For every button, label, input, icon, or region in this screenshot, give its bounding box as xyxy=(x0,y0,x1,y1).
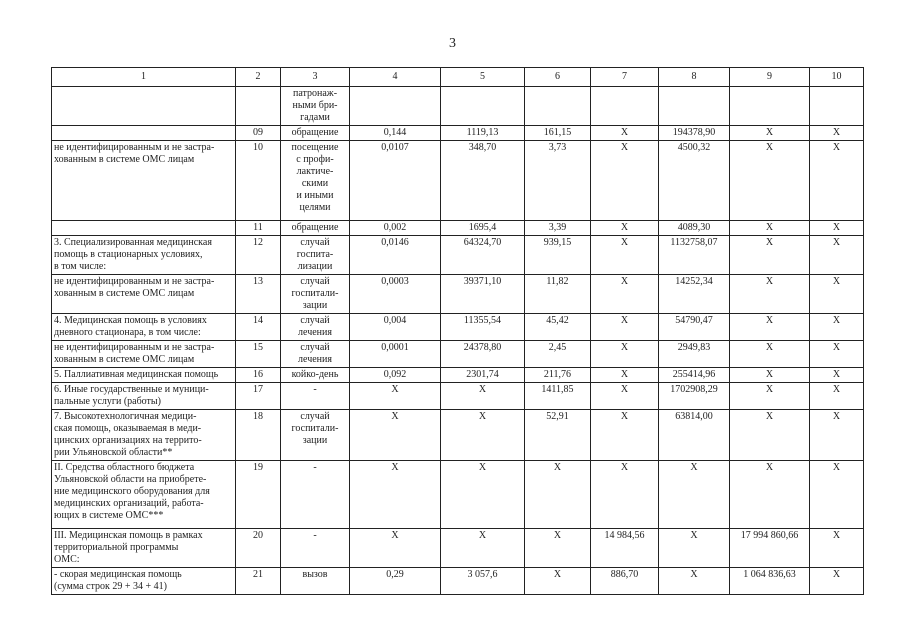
cell-col6: 939,15 xyxy=(525,236,591,275)
table-row xyxy=(52,368,864,383)
row-unit: - xyxy=(281,529,350,568)
cell-col9: Х xyxy=(730,126,810,141)
cell-col9: Х xyxy=(730,410,810,461)
cell-col5: 1119,13 xyxy=(441,126,525,141)
row-unit: случай госпитали- зации xyxy=(281,275,350,314)
row-unit: - xyxy=(281,461,350,529)
row-code: 13 xyxy=(236,275,281,314)
row-name: 4. Медицинская помощь в условиях дневного стационара, в том числе: xyxy=(52,314,236,341)
column-number: 7 xyxy=(591,68,659,87)
row-unit: патронаж- ными бри- гадами xyxy=(281,87,350,126)
cell-col4: 0,0107 xyxy=(350,141,441,221)
row-name xyxy=(52,87,236,126)
table-row xyxy=(52,141,864,221)
cell-col5: 39371,10 xyxy=(441,275,525,314)
cell-col7: Х xyxy=(591,410,659,461)
cell-col10: Х xyxy=(810,529,864,568)
cell-col5: Х xyxy=(441,529,525,568)
cell-col9: Х xyxy=(730,461,810,529)
table-row xyxy=(52,383,864,410)
cell-col10: Х xyxy=(810,275,864,314)
cell-col5: 64324,70 xyxy=(441,236,525,275)
cell-col10: Х xyxy=(810,314,864,341)
cell-col8: 54790,47 xyxy=(659,314,730,341)
cell-col7: Х xyxy=(591,126,659,141)
row-code: 12 xyxy=(236,236,281,275)
cell-col7: Х xyxy=(591,368,659,383)
cell-col8: 14252,34 xyxy=(659,275,730,314)
cell-col5: 2301,74 xyxy=(441,368,525,383)
cell-col6: 3,73 xyxy=(525,141,591,221)
cell-col8: 4500,32 xyxy=(659,141,730,221)
cell-col4: 0,29 xyxy=(350,568,441,595)
cell-col9: Х xyxy=(730,221,810,236)
cell-col7: Х xyxy=(591,141,659,221)
column-number: 2 xyxy=(236,68,281,87)
cell-col8: Х xyxy=(659,529,730,568)
cell-col5: 11355,54 xyxy=(441,314,525,341)
cell-col7: Х xyxy=(591,461,659,529)
column-number: 1 xyxy=(52,68,236,87)
cell-col4: Х xyxy=(350,410,441,461)
cell-col8: Х xyxy=(659,568,730,595)
cell-col6: 11,82 xyxy=(525,275,591,314)
table-row xyxy=(52,461,864,529)
cell-col5: 348,70 xyxy=(441,141,525,221)
cell-col7: Х xyxy=(591,221,659,236)
cell-col5: Х xyxy=(441,410,525,461)
row-unit: - xyxy=(281,383,350,410)
row-name xyxy=(52,221,236,236)
cell-col4: Х xyxy=(350,529,441,568)
cell-col7: Х xyxy=(591,341,659,368)
cell-col6: 52,91 xyxy=(525,410,591,461)
cell-col7: 14 984,56 xyxy=(591,529,659,568)
table-row xyxy=(52,314,864,341)
row-code: 09 xyxy=(236,126,281,141)
table-row xyxy=(52,341,864,368)
cell-col10: Х xyxy=(810,126,864,141)
cell-col10: Х xyxy=(810,221,864,236)
cell-col4: 0,0003 xyxy=(350,275,441,314)
cell-col6: Х xyxy=(525,529,591,568)
cell-col7 xyxy=(591,87,659,126)
table-row xyxy=(52,221,864,236)
cell-col9: Х xyxy=(730,314,810,341)
cell-col10: Х xyxy=(810,341,864,368)
row-unit: вызов xyxy=(281,568,350,595)
cell-col6: 211,76 xyxy=(525,368,591,383)
row-unit: койко-день xyxy=(281,368,350,383)
row-name: не идентифицированным и не застра- хованным в системе ОМС лицам xyxy=(52,141,236,221)
cell-col8: 2949,83 xyxy=(659,341,730,368)
cell-col8: 4089,30 xyxy=(659,221,730,236)
cell-col4: 0,144 xyxy=(350,126,441,141)
cell-col8: 1702908,29 xyxy=(659,383,730,410)
cell-col10: Х xyxy=(810,568,864,595)
cell-col5 xyxy=(441,87,525,126)
table-row xyxy=(52,529,864,568)
row-name xyxy=(52,126,236,141)
cell-col6: Х xyxy=(525,461,591,529)
cell-col4: 0,002 xyxy=(350,221,441,236)
cell-col9: Х xyxy=(730,236,810,275)
table-row xyxy=(52,236,864,275)
cell-col9: 17 994 860,66 xyxy=(730,529,810,568)
cell-col8 xyxy=(659,87,730,126)
cell-col6: 3,39 xyxy=(525,221,591,236)
row-name: не идентифицированным и не застра- хованным в системе ОМС лицам xyxy=(52,341,236,368)
cell-col7: Х xyxy=(591,236,659,275)
table-row xyxy=(52,126,864,141)
cell-col9: Х xyxy=(730,383,810,410)
cell-col7: Х xyxy=(591,314,659,341)
cell-col5: 1695,4 xyxy=(441,221,525,236)
cell-col4: Х xyxy=(350,383,441,410)
cell-col8: 194378,90 xyxy=(659,126,730,141)
cell-col8: 1132758,07 xyxy=(659,236,730,275)
cell-col4: Х xyxy=(350,461,441,529)
cell-col10: Х xyxy=(810,410,864,461)
cell-col5: Х xyxy=(441,461,525,529)
cell-col4: 0,004 xyxy=(350,314,441,341)
table-row xyxy=(52,87,864,126)
table-row xyxy=(52,410,864,461)
cell-col9: Х xyxy=(730,141,810,221)
row-name: 3. Специализированная медицинская помощь в стационарных условиях, в том числе: xyxy=(52,236,236,275)
cell-col6 xyxy=(525,87,591,126)
column-number-row xyxy=(52,68,864,87)
cell-col6: 1411,85 xyxy=(525,383,591,410)
cell-col9: Х xyxy=(730,341,810,368)
cell-col8: 63814,00 xyxy=(659,410,730,461)
row-code: 21 xyxy=(236,568,281,595)
column-number: 10 xyxy=(810,68,864,87)
cell-col9: Х xyxy=(730,275,810,314)
row-unit: случай госпита- лизации xyxy=(281,236,350,275)
row-name: не идентифицированным и не застра- хованным в системе ОМС лицам xyxy=(52,275,236,314)
row-code: 17 xyxy=(236,383,281,410)
column-number: 3 xyxy=(281,68,350,87)
row-name: 5. Паллиативная медицинская помощь xyxy=(52,368,236,383)
cell-col9: Х xyxy=(730,368,810,383)
row-name: III. Медицинская помощь в рамках территориальной программы ОМС: xyxy=(52,529,236,568)
cell-col7: Х xyxy=(591,275,659,314)
cell-col7: Х xyxy=(591,383,659,410)
cell-col5: Х xyxy=(441,383,525,410)
cell-col10: Х xyxy=(810,383,864,410)
financing-table xyxy=(51,67,864,595)
cell-col4: 0,092 xyxy=(350,368,441,383)
cell-col5: 3 057,6 xyxy=(441,568,525,595)
row-name: 6. Иные государственные и муници- пальные услуги (работы) xyxy=(52,383,236,410)
column-number: 9 xyxy=(730,68,810,87)
row-code: 15 xyxy=(236,341,281,368)
cell-col6: 161,15 xyxy=(525,126,591,141)
cell-col10: Х xyxy=(810,368,864,383)
row-code: 11 xyxy=(236,221,281,236)
row-unit: случай госпитали- зации xyxy=(281,410,350,461)
cell-col4 xyxy=(350,87,441,126)
column-number: 4 xyxy=(350,68,441,87)
cell-col10: Х xyxy=(810,141,864,221)
cell-col5: 24378,80 xyxy=(441,341,525,368)
row-unit: случай лечения xyxy=(281,314,350,341)
cell-col7: 886,70 xyxy=(591,568,659,595)
cell-col8: 255414,96 xyxy=(659,368,730,383)
cell-col4: 0,0001 xyxy=(350,341,441,368)
row-unit: случай лечения xyxy=(281,341,350,368)
column-number: 5 xyxy=(441,68,525,87)
cell-col9: 1 064 836,63 xyxy=(730,568,810,595)
cell-col10: Х xyxy=(810,461,864,529)
column-number: 8 xyxy=(659,68,730,87)
row-unit: обращение xyxy=(281,221,350,236)
row-code: 16 xyxy=(236,368,281,383)
row-name: 7. Высокотехнологичная медици- ская помощь, оказываемая в меди- цинских организациях на террито- рии Ульяновской области** xyxy=(52,410,236,461)
cell-col6: 45,42 xyxy=(525,314,591,341)
table-row xyxy=(52,568,864,595)
row-code: 10 xyxy=(236,141,281,221)
page-number: 3 xyxy=(449,36,456,51)
row-code: 19 xyxy=(236,461,281,529)
row-unit: посещение с профи- лактиче- скими и иными целями xyxy=(281,141,350,221)
cell-col4: 0,0146 xyxy=(350,236,441,275)
cell-col6: 2,45 xyxy=(525,341,591,368)
column-number: 6 xyxy=(525,68,591,87)
row-unit: обращение xyxy=(281,126,350,141)
table-row xyxy=(52,275,864,314)
row-code: 14 xyxy=(236,314,281,341)
cell-col8: Х xyxy=(659,461,730,529)
row-name: - скорая медицинская помощь (сумма строк 29 + 34 + 41) xyxy=(52,568,236,595)
row-code: 18 xyxy=(236,410,281,461)
cell-col10 xyxy=(810,87,864,126)
row-code xyxy=(236,87,281,126)
cell-col10: Х xyxy=(810,236,864,275)
row-code: 20 xyxy=(236,529,281,568)
row-name: II. Средства областного бюджета Ульяновской области на приобрете- ние медицинского оборудования для медицинских организаций, работа- ющих в системе ОМС*** xyxy=(52,461,236,529)
cell-col6: Х xyxy=(525,568,591,595)
cell-col9 xyxy=(730,87,810,126)
